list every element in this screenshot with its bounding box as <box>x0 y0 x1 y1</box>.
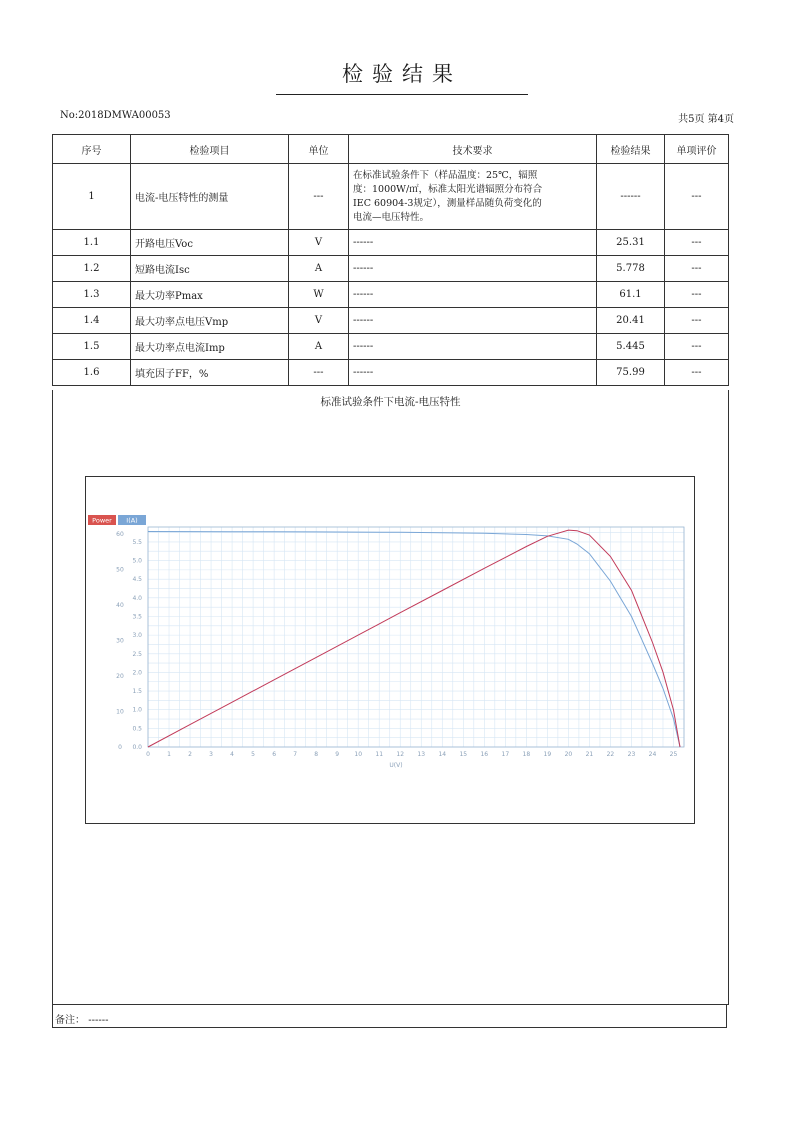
requirement-line: 电流—电压特性。 <box>353 211 430 223</box>
x-tick-label: 11 <box>375 751 384 758</box>
cell-unit: A <box>289 256 349 282</box>
cell-unit: V <box>289 230 349 256</box>
cell-item: 最大功率Pmax <box>131 282 289 308</box>
x-tick-label: 25 <box>669 751 678 758</box>
x-tick-label: 16 <box>480 751 489 758</box>
table-row <box>53 256 729 282</box>
cell-result: ------ <box>597 164 665 230</box>
cell-item: 填充因子FF，% <box>131 360 289 386</box>
table-row <box>53 282 729 308</box>
table-row-main <box>53 164 729 230</box>
cell-seq: 1.1 <box>53 230 131 256</box>
y-current-tick-label: 0.0 <box>132 744 142 751</box>
cell-result: 5.445 <box>597 334 665 360</box>
x-tick-label: 18 <box>522 751 531 758</box>
cell-item: 开路电压Voc <box>131 230 289 256</box>
cell-requirement: ------ <box>349 334 597 360</box>
y-current-tick-label: 3.5 <box>132 613 142 621</box>
cell-unit: --- <box>289 164 349 230</box>
col-header-evaluation: 单项评价 <box>665 135 729 164</box>
x-tick-label: 0 <box>146 751 150 758</box>
cell-seq: 1.4 <box>53 308 131 334</box>
y-current-tick-label: 1.0 <box>132 706 142 714</box>
cell-evaluation: --- <box>665 164 729 230</box>
cell-result: 25.31 <box>597 230 665 256</box>
x-tick-label: 7 <box>293 751 298 758</box>
chart-frame <box>85 476 695 824</box>
x-axis-label: U(V) <box>389 762 403 769</box>
cell-requirement: ------ <box>349 360 597 386</box>
x-tick-label: 22 <box>606 751 615 758</box>
col-header-result: 检验结果 <box>597 135 665 164</box>
cell-item: 电流-电压特性的测量 <box>131 164 289 230</box>
table-row <box>53 360 729 386</box>
cell-requirement <box>349 164 597 230</box>
cell-evaluation: --- <box>665 230 729 256</box>
x-tick-label: 21 <box>585 751 594 758</box>
y-power-tick-label: 50 <box>116 566 124 574</box>
col-header-seq: 序号 <box>53 135 131 164</box>
page-info: 共5页 第4页 <box>678 114 734 125</box>
cell-result: 61.1 <box>597 282 665 308</box>
cell-unit: W <box>289 282 349 308</box>
cell-requirement: ------ <box>349 256 597 282</box>
col-header-unit: 单位 <box>289 135 349 164</box>
requirement-line: 度：1000W/㎡，标准太阳光谱辐照分布符合 <box>353 183 543 195</box>
x-tick-label: 6 <box>272 751 277 758</box>
remarks-value: ------ <box>88 1015 109 1026</box>
cell-seq: 1 <box>53 164 131 230</box>
cell-requirement: ------ <box>349 230 597 256</box>
x-tick-label: 19 <box>543 751 552 758</box>
y-power-tick-label: 60 <box>116 531 124 539</box>
cell-seq: 1.6 <box>53 360 131 386</box>
x-tick-label: 8 <box>314 751 319 758</box>
y-power-tick-label: 40 <box>116 602 124 610</box>
requirement-line: IEC 60904-3规定），测量样品随负荷变化的 <box>353 197 542 209</box>
y-power-tick-label: 30 <box>116 637 124 645</box>
y-current-tick-label: 3.0 <box>132 632 142 640</box>
x-tick-label: 2 <box>188 751 192 758</box>
legend-label-current: I(A) <box>126 516 138 525</box>
x-tick-label: 24 <box>648 751 657 758</box>
plot-area-border <box>148 527 684 747</box>
y-current-tick-label: 2.0 <box>132 669 142 677</box>
y-current-tick-label: 4.5 <box>132 576 142 584</box>
cell-result: 5.778 <box>597 256 665 282</box>
x-tick-label: 4 <box>230 751 234 758</box>
cell-seq: 1.5 <box>53 334 131 360</box>
figure-section <box>52 390 729 1005</box>
cell-result: 20.41 <box>597 308 665 334</box>
document-number: No:2018DMWA00053 <box>60 110 171 121</box>
col-header-requirement: 技术要求 <box>349 135 597 164</box>
x-tick-label: 13 <box>417 751 426 758</box>
x-tick-label: 20 <box>564 751 573 758</box>
cell-result: 75.99 <box>597 360 665 386</box>
x-tick-label: 15 <box>459 751 468 758</box>
cell-item: 最大功率点电流Imp <box>131 334 289 360</box>
table-row <box>53 230 729 256</box>
remarks-row <box>52 1004 727 1028</box>
figure-title: 标准试验条件下电流-电压特性 <box>320 396 461 408</box>
remarks-label: 备注： <box>55 1015 85 1026</box>
y-current-tick-label: 2.5 <box>132 650 142 658</box>
results-table <box>52 134 729 386</box>
cell-requirement: ------ <box>349 282 597 308</box>
x-tick-label: 17 <box>501 751 510 758</box>
cell-seq: 1.2 <box>53 256 131 282</box>
x-tick-label: 10 <box>354 751 363 758</box>
cell-evaluation: --- <box>665 334 729 360</box>
table-row <box>53 334 729 360</box>
y-power-tick-label: 10 <box>116 708 124 716</box>
y-power-tick-label: 0 <box>118 744 122 751</box>
cell-unit: V <box>289 308 349 334</box>
x-tick-label: 9 <box>335 751 340 758</box>
cell-evaluation: --- <box>665 360 729 386</box>
y-current-tick-label: 1.5 <box>132 688 142 696</box>
iv-curve-chart <box>86 477 694 823</box>
x-tick-label: 23 <box>627 751 636 758</box>
x-tick-label: 5 <box>251 751 256 758</box>
cell-requirement: ------ <box>349 308 597 334</box>
x-tick-label: 14 <box>438 751 447 758</box>
cell-item: 短路电流Isc <box>131 256 289 282</box>
cell-evaluation: --- <box>665 282 729 308</box>
y-current-tick-label: 5.5 <box>132 538 142 546</box>
cell-unit: --- <box>289 360 349 386</box>
y-current-tick-label: 5.0 <box>132 557 142 565</box>
legend-label-power: Power <box>92 516 112 525</box>
cell-evaluation: --- <box>665 308 729 334</box>
y-current-tick-label: 4.0 <box>132 594 142 602</box>
col-header-item: 检验项目 <box>131 135 289 164</box>
y-current-tick-label: 0.5 <box>132 725 142 733</box>
table-header-row <box>53 135 729 164</box>
requirement-line: 在标准试验条件下（样品温度：25℃，辐照 <box>353 169 538 181</box>
page-title: 检验结果 <box>276 58 528 95</box>
cell-evaluation: --- <box>665 256 729 282</box>
cell-item: 最大功率点电压Vmp <box>131 308 289 334</box>
y-power-tick-label: 20 <box>116 673 124 681</box>
x-tick-label: 1 <box>167 751 171 758</box>
table-row <box>53 308 729 334</box>
cell-seq: 1.3 <box>53 282 131 308</box>
cell-unit: A <box>289 334 349 360</box>
x-tick-label: 12 <box>396 751 405 758</box>
x-tick-label: 3 <box>209 751 213 758</box>
